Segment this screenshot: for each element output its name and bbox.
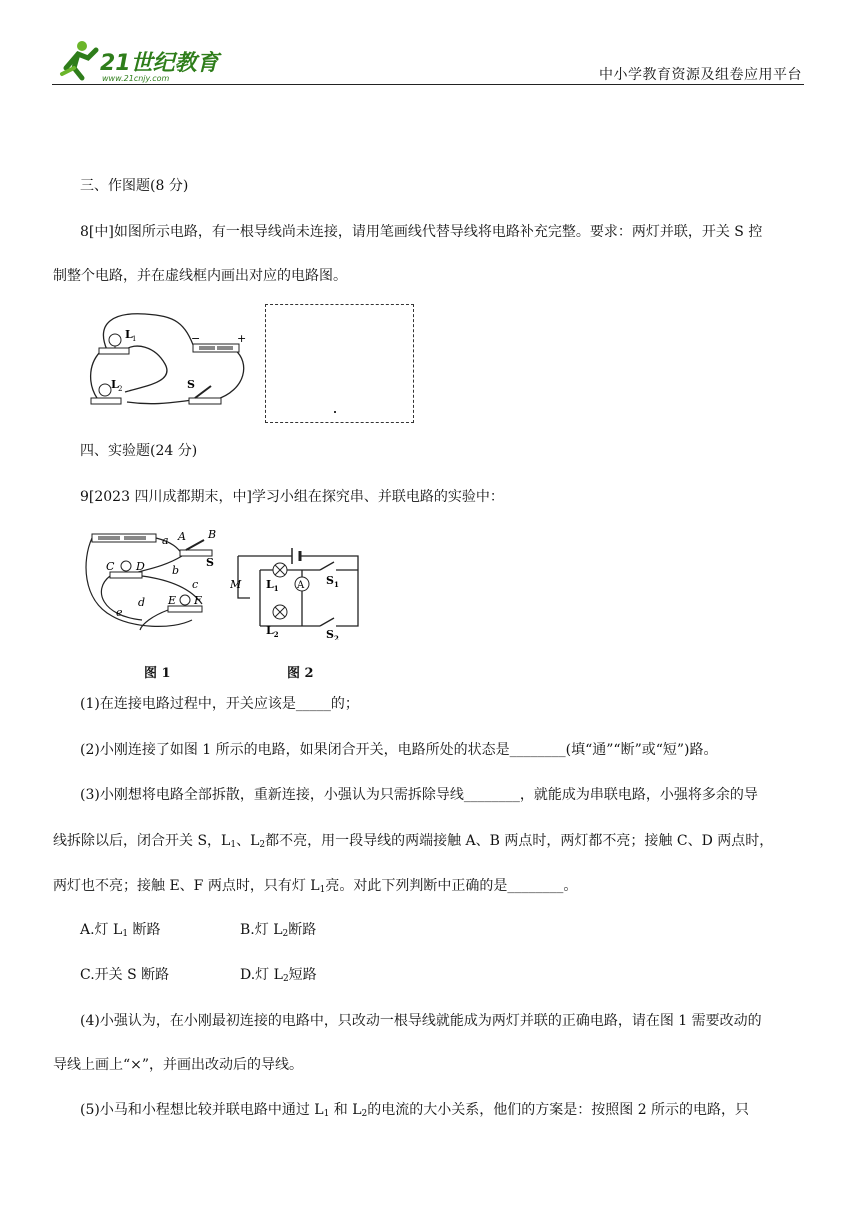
svg-text:L1: $L_1$	[266, 578, 279, 593]
fig1-label-s: S	[206, 556, 214, 569]
l1-sub: 1	[132, 335, 137, 343]
s2-label: S	[326, 628, 334, 640]
svg-text:S2: $S_2$	[326, 628, 339, 640]
q9-part3-line3: 两灯也不亮；接触 E、F 两点时，只有灯 $L_1$亮。对此下列判断中正确的是________。	[53, 878, 578, 895]
fig1-label-d-upper: D	[136, 560, 145, 573]
battery-plus: +	[237, 332, 247, 345]
node-m-label: M	[230, 578, 242, 591]
q9-part1: (1)在连接电路过程中，开关应该是_____的；	[80, 696, 359, 712]
l2-sub: 2	[118, 385, 123, 393]
answer-blank[interactable]: ________	[509, 742, 566, 758]
fig1-label-d: d	[138, 596, 146, 609]
fig1-label-a: a	[162, 534, 169, 547]
q8-circuit-figure	[85, 302, 255, 412]
q8-line2: 制整个电路，并在虚线框内画出对应的电路图。	[53, 268, 347, 284]
fig1-label-b: b	[172, 564, 180, 577]
option-a[interactable]: A.灯 $L_1$ 断路	[80, 922, 161, 939]
fig1-label-f-upper: F	[194, 594, 202, 607]
logo-url: www.21cnjy.com	[102, 74, 170, 83]
q9-part5: (5)小马和小程想比较并联电路中通过 $L_1$ 和 $L_2$的电流的大小关系，他们的方案是：按照图 2 所示的电路，只	[80, 1102, 750, 1119]
q9-part2: (2)小刚连接了如图 1 所示的电路，如果闭合开关，电路所处的状态是________(填“通”“断”或“短”)路。	[80, 742, 718, 758]
l1-label: L	[125, 328, 133, 341]
q9-part3-line1: (3)小刚想将电路全部拆散，重新连接，小强认为只需拆除导线________，就能成为串联电路，小强将多余的导	[80, 787, 758, 803]
ammeter-label: A	[297, 580, 305, 591]
option-d[interactable]: D.灯 $L_2$短路	[240, 967, 317, 984]
switch-label: S	[187, 378, 195, 391]
svg-text:L2: $L_2$	[266, 624, 279, 639]
q9-intro: 9[2023 四川成都期末，中]学习小组在探究串、并联电路的实验中：	[80, 489, 504, 505]
answer-dashed-box[interactable]	[265, 304, 414, 423]
figure2-schematic	[230, 540, 370, 640]
fig1-label-a-upper: A	[178, 530, 186, 543]
option-c[interactable]: C.开关 S 断路	[80, 967, 170, 983]
site-logo	[52, 38, 222, 84]
q9-part3-line2: 线拆除以后，闭合开关 S，$L_1$、$L_2$都不亮，用一段导线的两端接触 A、B 两点时，两灯都不亮；接触 C、D 两点时，	[53, 833, 774, 850]
fig1-label-c-upper: C	[106, 560, 115, 573]
figure1-caption: 图 1	[144, 666, 171, 681]
s1-label: S	[326, 574, 334, 587]
logo-text: 21世纪教育	[100, 51, 219, 76]
answer-blank[interactable]: _____	[295, 696, 331, 712]
section4-title: 四、实验题(24 分)	[80, 443, 198, 459]
q9-part4-line1: (4)小强认为，在小刚最初连接的电路中，只改动一根导线就能成为两灯并联的正确电路，请在图 1 需要改动的	[80, 1013, 762, 1029]
option-b[interactable]: B.灯 $L_2$断路	[240, 922, 317, 939]
section3-title: 三、作图题(8 分)	[80, 178, 189, 194]
fig1-label-b-upper: B	[208, 528, 217, 541]
figure1-circuit	[82, 520, 222, 642]
fig1-label-e-upper: E	[168, 594, 177, 607]
battery-minus: −	[191, 332, 201, 345]
runner-logo-icon	[52, 38, 222, 84]
platform-name: 中小学教育资源及组卷应用平台	[599, 67, 802, 83]
answer-blank[interactable]: ________	[463, 787, 520, 803]
svg-text:S1: $S_1$	[326, 574, 339, 589]
q8-line1: 8[中]如图所示电路，有一根导线尚未连接，请用笔画线代替导线将电路补充完整。要求：两灯并联，开关 S 控	[80, 224, 763, 240]
figure2-caption: 图 2	[287, 666, 314, 681]
fig1-label-c: c	[192, 578, 199, 591]
l2-label: L	[111, 378, 119, 391]
answer-blank[interactable]: ________	[507, 878, 564, 894]
fig1-label-e: e	[116, 606, 123, 619]
q9-part4-line2: 导线上画上“×”，并画出改动后的导线。	[53, 1057, 304, 1073]
header-divider	[52, 84, 804, 85]
